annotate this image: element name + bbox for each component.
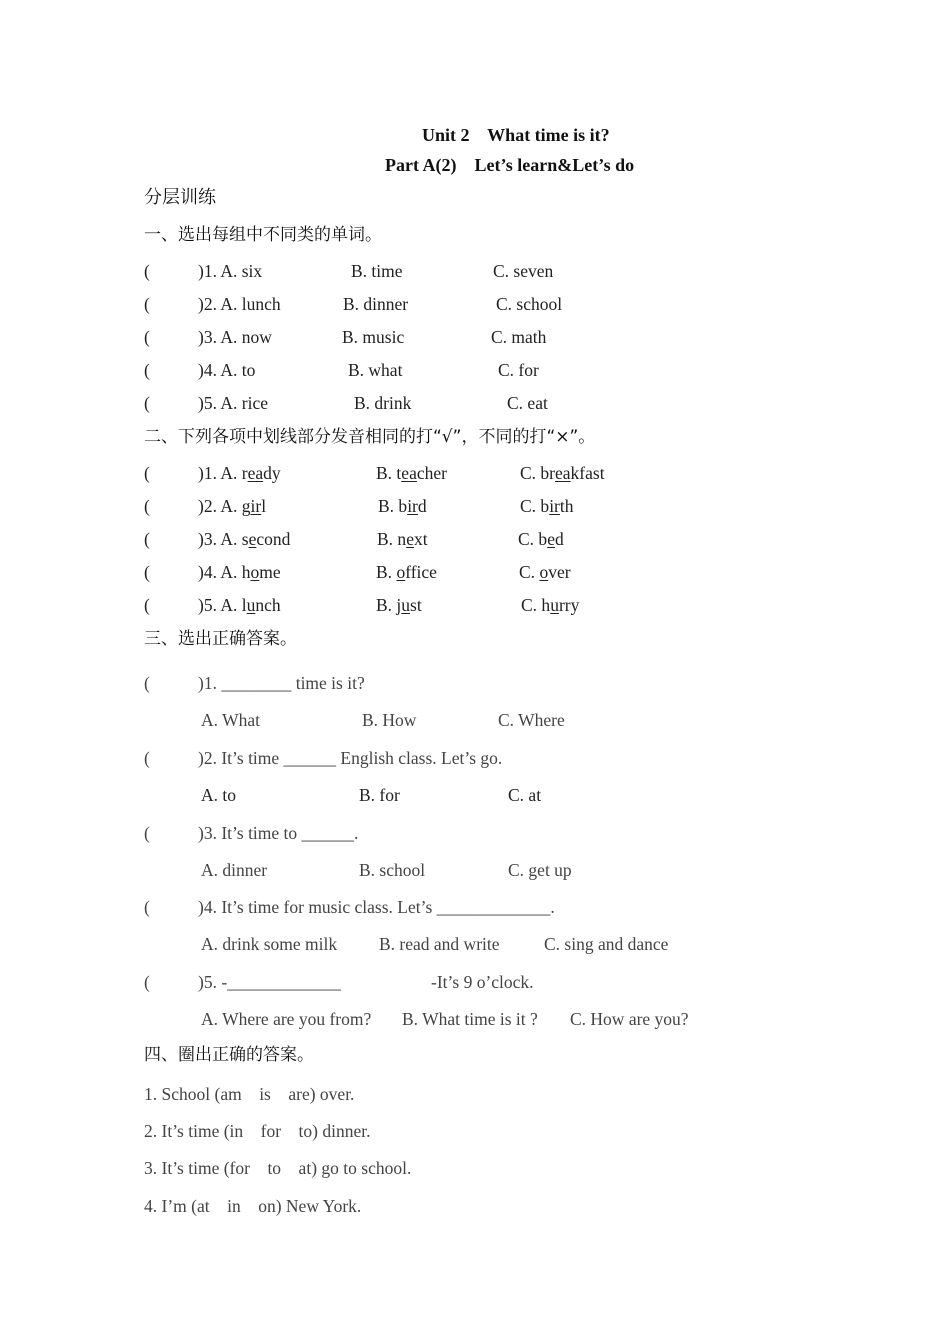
s2-option-a-1: )1. A. ready bbox=[198, 463, 281, 483]
s3-question-2: )2. It’s time ______ English class. Let’s go. bbox=[198, 748, 503, 768]
s3-option-c-5: C. How are you? bbox=[570, 1009, 689, 1029]
s1-option-b-3: B. music bbox=[342, 327, 405, 347]
s1-option-c-4: C. for bbox=[498, 360, 539, 380]
unit-title: Unit 2 What time is it? bbox=[422, 125, 610, 145]
s4-sentence-3: 3. It’s time (for to at) go to school. bbox=[144, 1158, 412, 1178]
s1-option-b-2: B. dinner bbox=[343, 294, 409, 314]
s1-option-b-5: B. drink bbox=[354, 393, 412, 413]
s4-sentence-4: 4. I’m (at in on) New York. bbox=[144, 1196, 362, 1216]
s1-paren-1: ( bbox=[144, 261, 150, 281]
s3-question-3: )3. It’s time to ______. bbox=[198, 823, 359, 843]
s1-option-a-5: )5. A. rice bbox=[198, 393, 268, 413]
s3-option-b-3: B. school bbox=[359, 860, 426, 880]
section2-heading: 二、下列各项中划线部分发音相同的打“√”，不同的打“×”。 bbox=[144, 427, 596, 447]
s4-sentence-2: 2. It’s time (in for to) dinner. bbox=[144, 1121, 371, 1141]
s2-option-c-2: C. birth bbox=[520, 496, 574, 516]
section4-heading: 四、圈出正确的答案。 bbox=[144, 1045, 314, 1065]
s1-option-c-2: C. school bbox=[496, 294, 563, 314]
s2-option-c-3: C. bed bbox=[518, 529, 564, 549]
s1-option-a-1: )1. A. six bbox=[198, 261, 263, 281]
s3-option-a-5: A. Where are you from? bbox=[201, 1009, 372, 1029]
s2-paren-3: ( bbox=[144, 529, 150, 549]
section3-heading: 三、选出正确答案。 bbox=[144, 629, 297, 649]
s2-option-b-5: B. just bbox=[376, 595, 422, 615]
s3-paren-5: ( bbox=[144, 972, 150, 992]
s3-option-b-1: B. How bbox=[362, 710, 417, 730]
s3-option-a-1: A. What bbox=[201, 710, 260, 730]
s1-option-c-3: C. math bbox=[491, 327, 547, 347]
s3-option-c-2: C. at bbox=[508, 785, 542, 805]
s3-option-a-4: A. drink some milk bbox=[201, 934, 338, 954]
s1-option-c-5: C. eat bbox=[507, 393, 548, 413]
s1-option-a-4: )4. A. to bbox=[198, 360, 256, 380]
s1-paren-4: ( bbox=[144, 360, 150, 380]
s2-option-a-2: )2. A. girl bbox=[198, 496, 267, 516]
s2-option-c-1: C. breakfast bbox=[520, 463, 605, 483]
s3-question-1: )1. ________ time is it? bbox=[198, 673, 365, 693]
s1-paren-5: ( bbox=[144, 393, 150, 413]
s1-paren-2: ( bbox=[144, 294, 150, 314]
section1-heading: 一、选出每组中不同类的单词。 bbox=[144, 225, 382, 245]
s2-option-b-1: B. teacher bbox=[376, 463, 447, 483]
s3-option-a-3: A. dinner bbox=[201, 860, 268, 880]
layered-training-heading: 分层训练 bbox=[144, 187, 216, 208]
s4-sentence-1: 1. School (am is are) over. bbox=[144, 1084, 355, 1104]
s3-paren-4: ( bbox=[144, 897, 150, 917]
s3-option-b-4: B. read and write bbox=[379, 934, 500, 954]
s3-option-c-3: C. get up bbox=[508, 860, 572, 880]
s3-paren-1: ( bbox=[144, 673, 150, 693]
s3-option-c-4: C. sing and dance bbox=[544, 934, 669, 954]
s1-option-a-2: )2. A. lunch bbox=[198, 294, 281, 314]
s1-option-c-1: C. seven bbox=[493, 261, 554, 281]
s2-option-c-5: C. hurry bbox=[521, 595, 580, 615]
s3-option-a-2: A. to bbox=[201, 785, 236, 805]
s1-option-b-4: B. what bbox=[348, 360, 403, 380]
s3-option-c-1: C. Where bbox=[498, 710, 565, 730]
s3-paren-2: ( bbox=[144, 748, 150, 768]
s2-option-b-4: B. office bbox=[376, 562, 437, 582]
s2-option-b-3: B. next bbox=[377, 529, 428, 549]
s2-option-b-2: B. bird bbox=[378, 496, 427, 516]
s1-option-b-1: B. time bbox=[351, 261, 403, 281]
s2-option-c-4: C. over bbox=[519, 562, 571, 582]
s2-option-a-5: )5. A. lunch bbox=[198, 595, 281, 615]
s2-option-a-4: )4. A. home bbox=[198, 562, 281, 582]
s2-paren-5: ( bbox=[144, 595, 150, 615]
s3-option-b-2: B. for bbox=[359, 785, 400, 805]
s2-paren-4: ( bbox=[144, 562, 150, 582]
s3-question-4: )4. It’s time for music class. Let’s _____________. bbox=[198, 897, 555, 917]
s2-option-a-3: )3. A. second bbox=[198, 529, 291, 549]
s2-paren-1: ( bbox=[144, 463, 150, 483]
part-title: Part A(2) Let’s learn&Let’s do bbox=[385, 155, 635, 175]
s3-paren-3: ( bbox=[144, 823, 150, 843]
s3-option-b-5: B. What time is it ? bbox=[402, 1009, 538, 1029]
s2-paren-2: ( bbox=[144, 496, 150, 516]
s3-question-5: )5. -_____________ bbox=[198, 972, 341, 992]
s1-paren-3: ( bbox=[144, 327, 150, 347]
s3-answer-5: -It’s 9 o’clock. bbox=[431, 972, 534, 992]
s1-option-a-3: )3. A. now bbox=[198, 327, 272, 347]
